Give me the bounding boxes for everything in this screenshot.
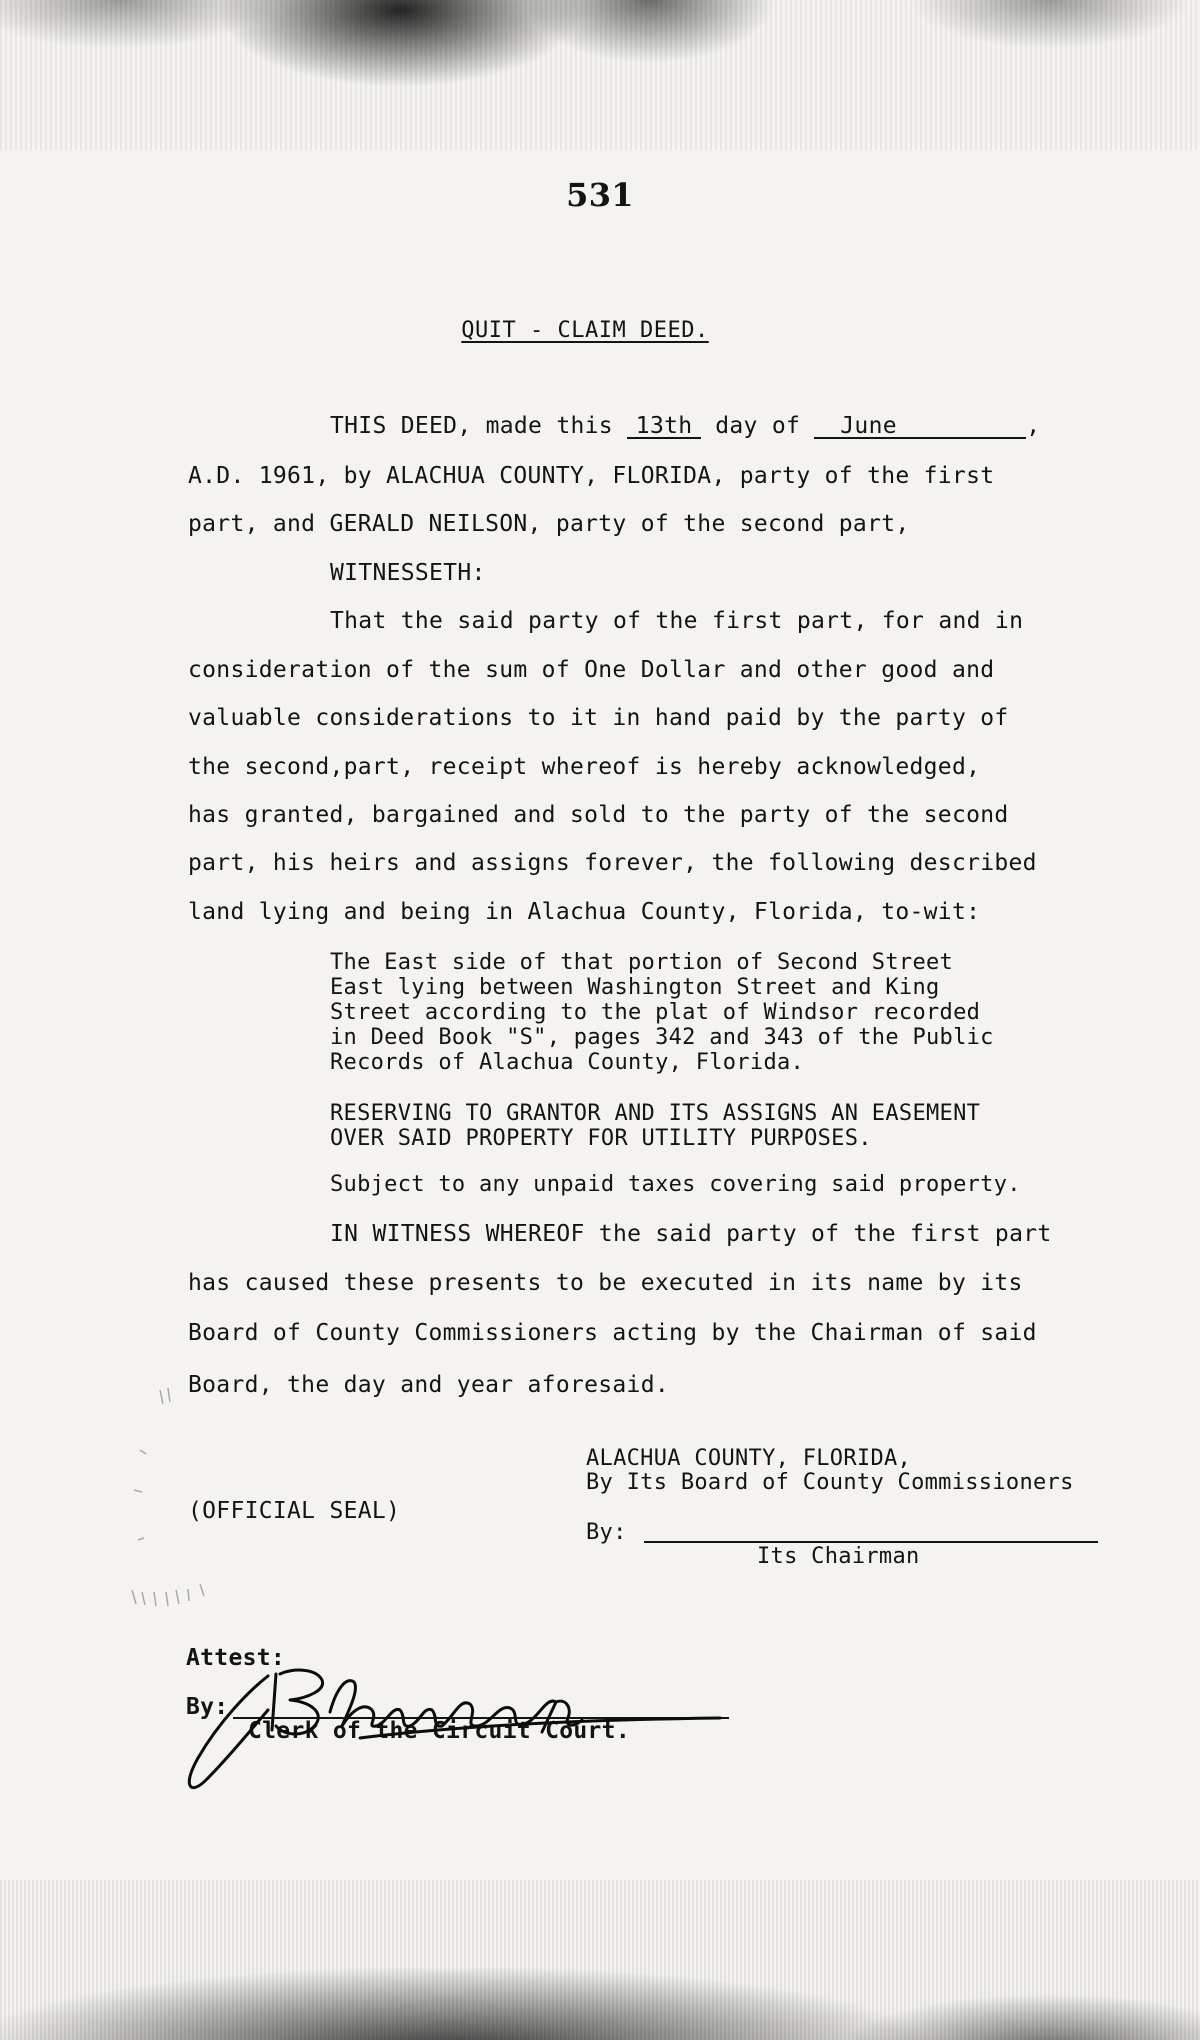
grantor-name: ALACHUA COUNTY, FLORIDA, [586, 1446, 912, 1471]
subject-line: Subject to any unpaid taxes covering said property. [330, 1172, 1021, 1197]
witness-line: IN WITNESS WHEREOF the said party of the first part [330, 1221, 1052, 1247]
description-line: in Deed Book "S", pages 342 and 343 of the Public [330, 1025, 994, 1050]
scan-noise-bottom [0, 1880, 1200, 2040]
chairman-title: Its Chairman [757, 1544, 920, 1569]
description-line: Records of Alachua County, Florida. [330, 1050, 805, 1075]
witness-line: Board of County Commissioners acting by the Chairman of said [188, 1320, 1037, 1346]
opening-line [330, 413, 1040, 439]
opening-prefix: THIS DEED, made this [330, 413, 628, 439]
consideration-line: valuable considerations to it in hand paid by the party of [188, 705, 1009, 731]
consideration-line: the second,part, receipt whereof is hereby acknowledged, [188, 754, 981, 780]
opening-day: 13th [627, 415, 701, 439]
consideration-line: That the said party of the first part, for and in [330, 608, 1024, 634]
seal-embossing-marks [120, 1370, 280, 1620]
consideration-line: has granted, bargained and sold to the party of the second [188, 802, 1009, 828]
consideration-line: part, his heirs and assigns forever, the following described [188, 850, 1037, 876]
grantor-by-label: By: [586, 1520, 627, 1545]
attest-by-label: By: [186, 1694, 229, 1720]
witness-line: has caused these presents to be executed in its name by its [188, 1270, 1023, 1296]
grantor-board: By Its Board of County Commissioners [586, 1470, 1074, 1495]
opening-mid: day of [701, 413, 815, 439]
description-line: East lying between Washington Street and King [330, 975, 940, 1000]
body-line: part, and GERALD NEILSON, party of the second part, [188, 511, 910, 537]
witnesseth-heading: WITNESSETH: [330, 560, 486, 586]
consideration-line: land lying and being in Alachua County, Florida, to-wit: [188, 899, 981, 925]
description-line: The East side of that portion of Second Street [330, 950, 954, 975]
reservation-line: RESERVING TO GRANTOR AND ITS ASSIGNS AN EASEMENT [330, 1101, 981, 1126]
official-seal-label: (OFFICIAL SEAL) [188, 1498, 401, 1524]
consideration-line: consideration of the sum of One Dollar and other good and [188, 657, 995, 683]
clerk-handwritten-signature [180, 1650, 740, 1800]
witness-line: Board, the day and year aforesaid. [188, 1372, 670, 1398]
page-number: 531 [566, 176, 634, 214]
body-line: A.D. 1961, by ALACHUA COUNTY, FLORIDA, party of the first [188, 463, 995, 489]
description-line: Street according to the plat of Windsor recorded [330, 1000, 981, 1025]
opening-month: June [814, 415, 1026, 439]
attest-label: Attest: [186, 1645, 286, 1671]
document-title: QUIT - CLAIM DEED. [461, 318, 709, 343]
opening-suffix: , [1026, 413, 1041, 439]
clerk-title: Clerk of the Circuit Court. [248, 1718, 630, 1744]
reservation-line: OVER SAID PROPERTY FOR UTILITY PURPOSES. [330, 1126, 872, 1151]
chairman-signature-line [644, 1541, 1098, 1543]
scan-noise-top [0, 0, 1200, 150]
